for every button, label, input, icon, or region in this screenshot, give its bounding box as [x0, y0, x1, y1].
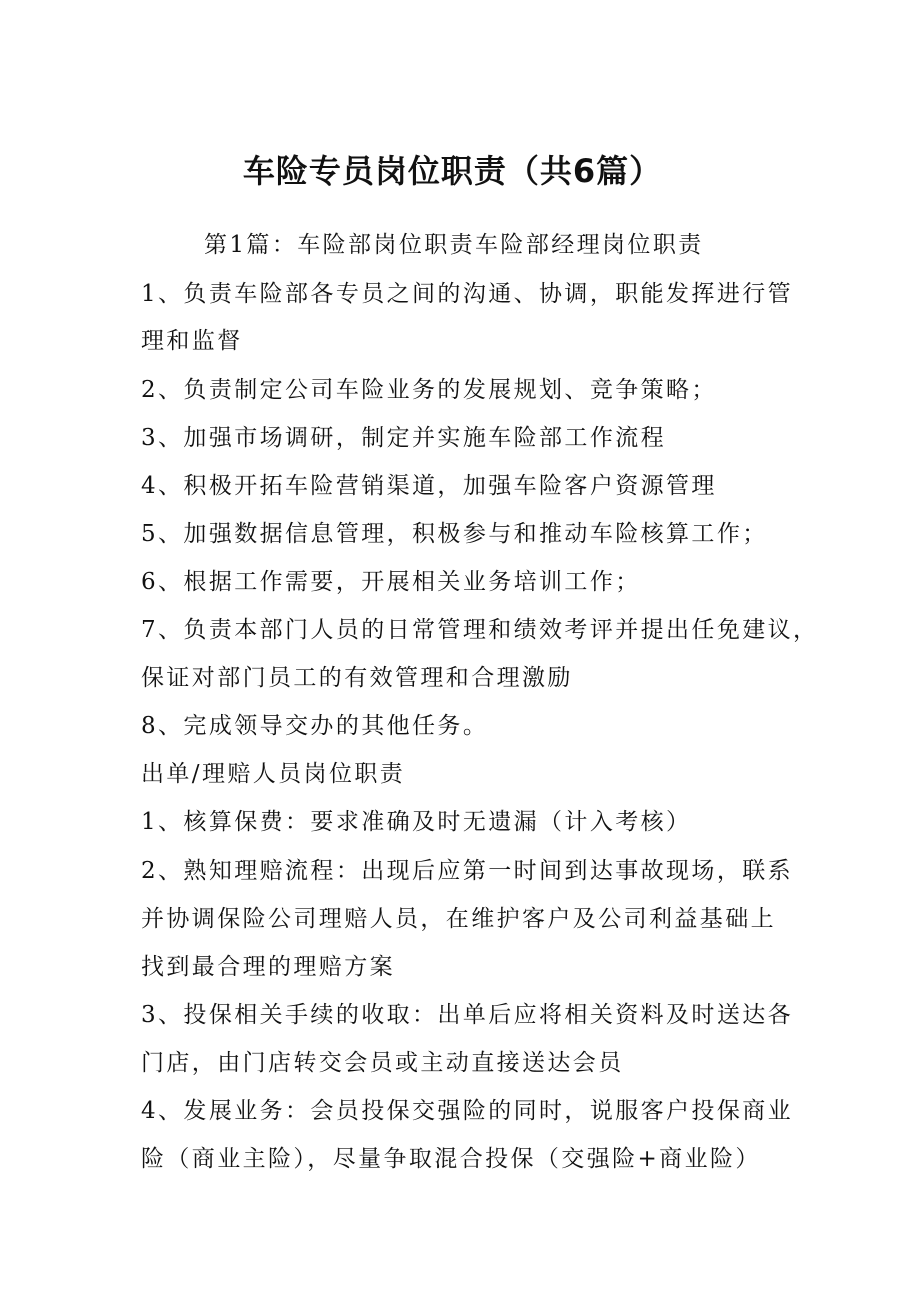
text-line: 8、完成领导交办的其他任务。 [141, 713, 489, 739]
document-title: 车险专员岗位职责（共6篇） [242, 152, 663, 190]
text-line: 并协调保险公司理赔人员，在维护客户及公司利益基础上 [141, 906, 776, 932]
section-heading: 第1篇：车险部岗位职责车险部经理岗位职责 [204, 232, 704, 258]
text-line: 保证对部门员工的有效管理和合理激励 [141, 665, 573, 691]
text-line: 险（商业主险），尽量争取混合投保（交强险+商业险） [141, 1146, 761, 1172]
text-line: 门店，由门店转交会员或主动直接送达会员 [141, 1050, 624, 1076]
text-line: 3、加强市场调研，制定并实施车险部工作流程 [141, 425, 667, 451]
text-line: 1、负责车险部各专员之间的沟通、协调，职能发挥进行管 [141, 281, 794, 307]
text-line: 1、核算保费：要求准确及时无遗漏（计入考核） [141, 809, 692, 835]
text-line: 理和监督 [141, 328, 243, 354]
text-line: 2、熟知理赔流程：出现后应第一时间到达事故现场，联系 [141, 858, 794, 884]
text-line: 4、积极开拓车险营销渠道，加强车险客户资源管理 [141, 473, 717, 499]
text-line: 6、根据工作需要，开展相关业务培训工作； [141, 569, 641, 595]
text-line: 2、负责制定公司车险业务的发展规划、竞争策略； [141, 377, 717, 403]
text-line: 找到最合理的理赔方案 [141, 954, 395, 980]
text-line: 4、发展业务：会员投保交强险的同时，说服客户投保商业 [141, 1098, 794, 1124]
text-line: 5、加强数据信息管理，积极参与和推动车险核算工作； [141, 521, 768, 547]
section-heading: 出单/理赔人员岗位职责 [141, 761, 406, 787]
text-line: 3、投保相关手续的收取：出单后应将相关资料及时送达各 [141, 1002, 794, 1028]
text-line: 7、负责本部门人员的日常管理和绩效考评并提出任免建议， [141, 617, 819, 643]
